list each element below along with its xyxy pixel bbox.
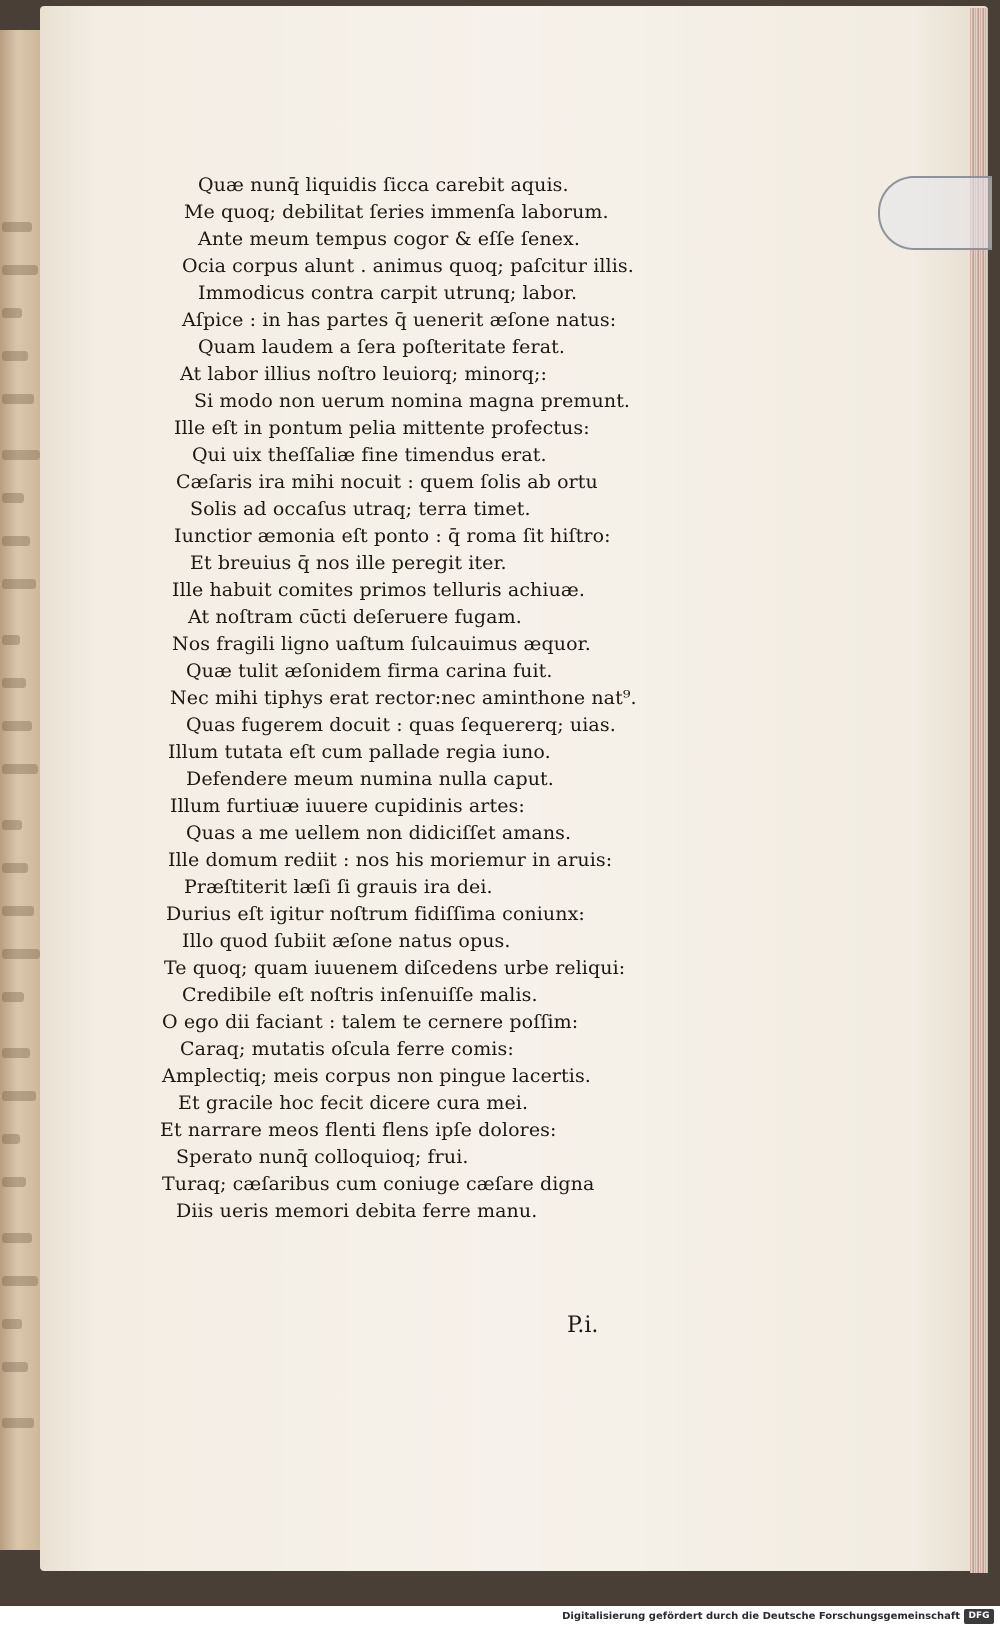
verse-line: O ego dii faciant : talem te cernere poſſim: bbox=[162, 1011, 579, 1033]
verse-line: Iunctior æmonia eſt ponto : q̄ roma ſit hiſtro: bbox=[174, 525, 611, 547]
facing-page-ink bbox=[2, 992, 24, 1002]
verse-line: Quas fugerem docuit : quas ſequererq; uias. bbox=[186, 714, 616, 736]
facing-page-ink bbox=[2, 308, 22, 318]
verse-line: Turaq; cæſaribus cum coniuge cæſare digna bbox=[162, 1173, 595, 1195]
verse-line: Sperato nunq̄ colloquioq; frui. bbox=[176, 1146, 469, 1168]
facing-page-ink bbox=[2, 351, 28, 361]
facing-page-ink bbox=[2, 863, 28, 873]
verse-line: Si modo non uerum nomina magna premunt. bbox=[194, 390, 631, 412]
facing-page-ink bbox=[2, 394, 34, 404]
facing-page-ink bbox=[2, 450, 40, 460]
facing-page-ink bbox=[2, 1177, 26, 1187]
facing-page-ink bbox=[2, 678, 26, 688]
verse-line: Ille domum rediit : nos his moriemur in aruis: bbox=[168, 849, 613, 871]
facing-page-ink bbox=[2, 1134, 20, 1144]
facing-page-ink bbox=[2, 764, 38, 774]
verse-line: Ille eſt in pontum pelia mittente profectus: bbox=[174, 417, 590, 439]
facing-page-ink bbox=[2, 1319, 22, 1329]
facing-page-ink bbox=[2, 635, 20, 645]
verse-line: Illo quod ſubiit æſone natus opus. bbox=[182, 930, 511, 952]
verse-line: Qui uix theſſaliæ fine timendus erat. bbox=[192, 444, 547, 466]
verse-line: Illum furtiuæ iuuere cupidinis artes: bbox=[170, 795, 525, 817]
signature-mark: P.i. bbox=[567, 1313, 599, 1338]
verse-line: Aſpice : in has partes q̄ uenerit æſone natus: bbox=[182, 309, 617, 331]
bookmark-clip-icon bbox=[878, 176, 992, 250]
verse-line: Ocia corpus alunt . animus quoq; paſcitur illis. bbox=[182, 255, 634, 277]
footer-credit: Digitalisierung gefördert durch die Deutsche Forschungsgemeinschaft bbox=[562, 1611, 960, 1622]
facing-page-ink bbox=[2, 1091, 36, 1101]
digitization-footer bbox=[0, 1606, 1000, 1630]
facing-page-ink bbox=[2, 906, 34, 916]
verse-text-block bbox=[158, 172, 678, 1225]
facing-page-ink bbox=[2, 493, 24, 503]
facing-page-ink bbox=[2, 1048, 30, 1058]
verse-line: Illum tutata eſt cum pallade regia iuno. bbox=[168, 741, 551, 763]
verse-line: Ante meum tempus cogor & eſſe ſenex. bbox=[198, 228, 580, 250]
verse-line: Quam laudem a ſera poſteritate ferat. bbox=[198, 336, 566, 358]
verse-line: Credibile eſt noſtris inſenuiſſe malis. bbox=[182, 984, 538, 1006]
facing-page-ink bbox=[2, 265, 38, 275]
facing-page-ink bbox=[2, 536, 30, 546]
facing-page-ink bbox=[2, 222, 32, 232]
verse-line: Quæ nunq̄ liquidis ſicca carebit aquis. bbox=[198, 174, 569, 196]
facing-page-ink bbox=[2, 949, 40, 959]
verse-line: Nec mihi tiphys erat rector:nec aminthone nat⁹. bbox=[170, 687, 637, 709]
verse-line: Me quoq; debilitat ſeries immenſa laborum. bbox=[184, 201, 609, 223]
verse-line: Quæ tulit æſonidem firma carina fuit. bbox=[186, 660, 553, 682]
verse-line: Defendere meum numina nulla caput. bbox=[186, 768, 554, 790]
verse-line: Diis ueris memori debita ferre manu. bbox=[176, 1200, 538, 1222]
facing-page-ink bbox=[2, 721, 32, 731]
facing-page-ink bbox=[2, 1362, 28, 1372]
verse-line: Et gracile hoc fecit dicere cura mei. bbox=[178, 1092, 529, 1114]
facing-page-ink bbox=[2, 579, 36, 589]
facing-page-ink bbox=[2, 1276, 38, 1286]
verse-line: At labor illius noſtro leuiorq; minorq;: bbox=[180, 363, 548, 385]
dfg-logo: DFG bbox=[964, 1609, 994, 1624]
verse-line: Nos fragili ligno uaſtum ſulcauimus æquor. bbox=[172, 633, 591, 655]
verse-line: Immodicus contra carpit utrunq; labor. bbox=[198, 282, 578, 304]
facing-page-ink bbox=[2, 1233, 32, 1243]
verse-line: Caraq; mutatis oſcula ferre comis: bbox=[180, 1038, 514, 1060]
verse-line: Et breuius q̄ nos ille peregit iter. bbox=[190, 552, 507, 574]
facing-page-ink bbox=[2, 820, 22, 830]
verse-line: Cæſaris ira mihi nocuit : quem ſolis ab ortu bbox=[176, 471, 598, 493]
facing-page-ink bbox=[2, 1418, 34, 1428]
verse-line: Durius eſt igitur noſtrum fidiſſima coniunx: bbox=[166, 903, 585, 925]
verse-line: Te quoq; quam iuuenem diſcedens urbe reliqui: bbox=[164, 957, 626, 979]
verse-line: Amplectiq; meis corpus non pingue lacertis. bbox=[162, 1065, 591, 1087]
verse-line: Præſtiterit læſi ſi grauis ira dei. bbox=[184, 876, 493, 898]
verse-line: Et narrare meos flenti flens ipſe dolores: bbox=[160, 1119, 557, 1141]
verse-line: Quas a me uellem non didiciſſet amans. bbox=[186, 822, 572, 844]
verse-line: Solis ad occaſus utraq; terra timet. bbox=[190, 498, 531, 520]
verse-line: At noſtram cūcti deſeruere fugam. bbox=[188, 606, 522, 628]
verse-line: Ille habuit comites primos telluris achiuæ. bbox=[172, 579, 586, 601]
